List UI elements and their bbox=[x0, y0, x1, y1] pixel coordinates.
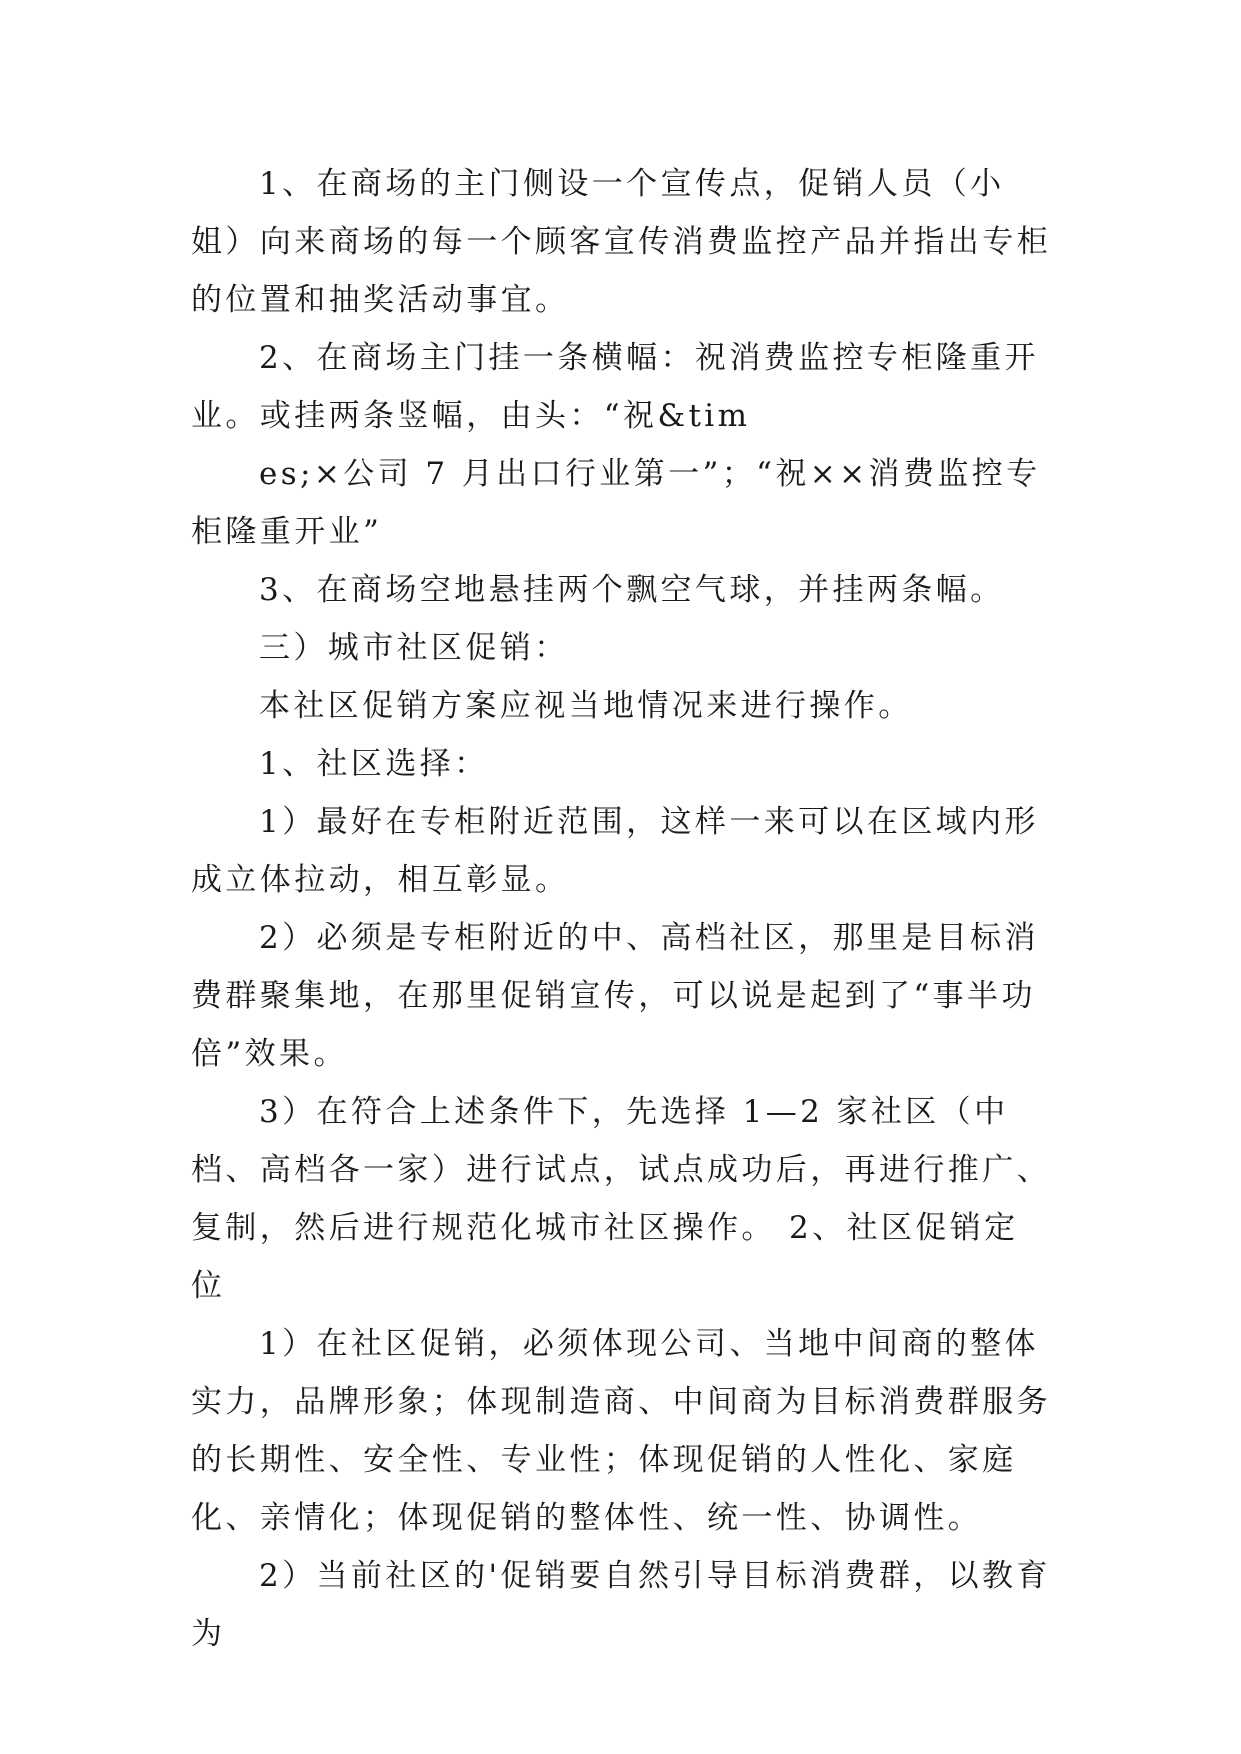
section-heading-community-promo: 三）城市社区促销： bbox=[259, 630, 569, 666]
subheading-community-selection: 1、社区选择： bbox=[259, 746, 489, 782]
paragraph-positioning-item-1: 1）在社区促销，必须体现公司、当地中间商的整体实力，品牌形象；体现制造商、中间商为目标消费群服务的长期性、安全性、专业性；体现促销的人性化、家庭化、亲情化；体现促销的整体性、统一性、协调性。 bbox=[191, 1326, 1051, 1536]
paragraph-mall-banner: 2、在商场主门挂一条横幅：祝消费监控专柜隆重开业。或挂两条竖幅，由头：“祝&tim bbox=[191, 340, 1039, 434]
document-body bbox=[191, 155, 1051, 1663]
paragraph-positioning-item-2: 2）当前社区的'促销要自然引导目标消费群，以教育为 bbox=[191, 1558, 1051, 1652]
paragraph-mall-promo-point: 1、在商场的主门侧设一个宣传点，促销人员（小姐）向来商场的每一个顾客宣传消费监控产品并指出专柜的位置和抽奖活动事宜。 bbox=[191, 166, 1051, 318]
paragraph-banner-slogans: es;×公司 7 月出口行业第一”；“祝××消费监控专柜隆重开业” bbox=[191, 456, 1041, 550]
paragraph-balloons: 3、在商场空地悬挂两个飘空气球，并挂两条幅。 bbox=[259, 572, 1005, 608]
paragraph-selection-item-2: 2）必须是专柜附近的中、高档社区，那里是目标消费群聚集地，在那里促销宣传，可以说是起到了“事半功倍”效果。 bbox=[191, 920, 1039, 1072]
paragraph-selection-item-3: 3）在符合上述条件下，先选择 1—2 家社区（中档、高档各一家）进行试点，试点成功后，再进行推广、复制，然后进行规范化城市社区操作。 2、社区促销定位 bbox=[191, 1094, 1051, 1304]
paragraph-community-intro: 本社区促销方案应视当地情况来进行操作。 bbox=[259, 688, 913, 724]
paragraph-selection-item-1: 1）最好在专柜附近范围，这样一来可以在区域内形成立体拉动，相互彰显。 bbox=[191, 804, 1039, 898]
